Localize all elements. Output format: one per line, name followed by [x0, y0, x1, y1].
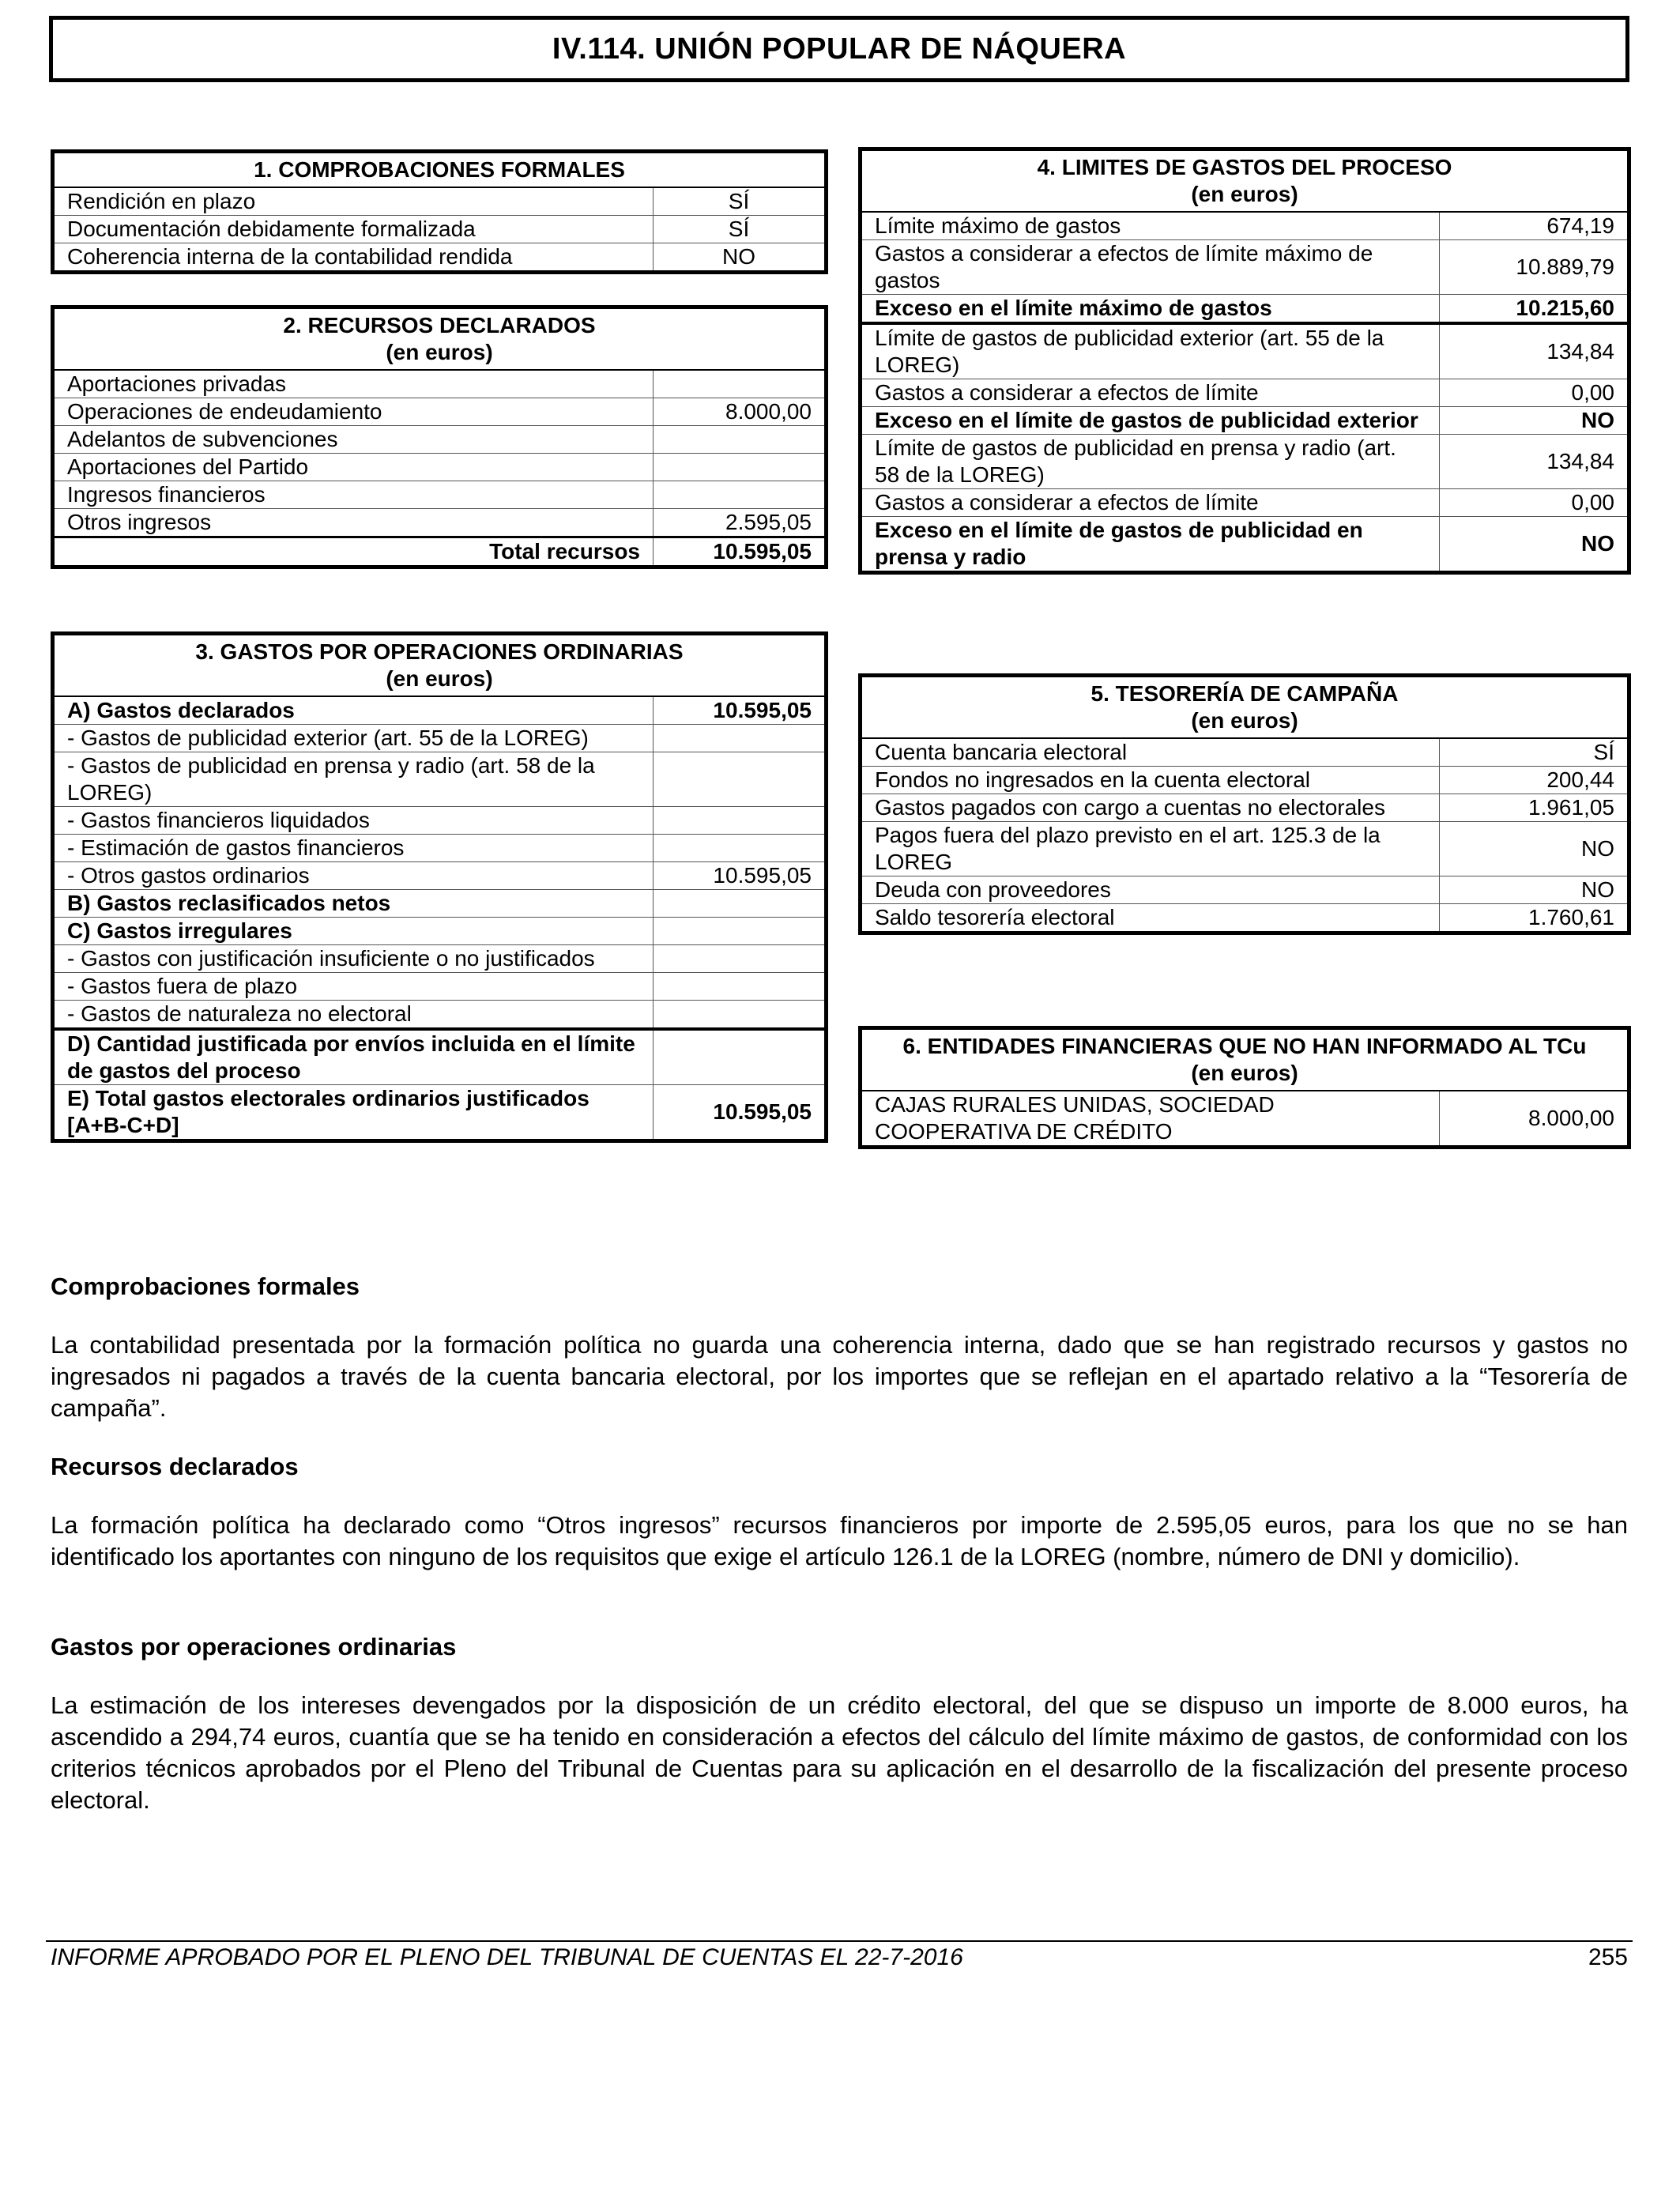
table-row [53, 973, 827, 1001]
section-title: Gastos por operaciones ordinarias [51, 1633, 457, 1661]
row-label: Saldo tesorería electoral [861, 904, 1440, 933]
row-label: - Gastos fuera de plazo [53, 973, 654, 1001]
row-value: 134,84 [1440, 323, 1629, 379]
table-row [861, 407, 1629, 435]
row-label: E) Total gastos electorales ordinarios justificados [A+B-C+D] [53, 1085, 654, 1141]
row-label: - Gastos de naturaleza no electoral [53, 1001, 654, 1030]
total-label: Total recursos [53, 537, 654, 567]
row-value: 8.000,00 [1440, 1091, 1629, 1148]
table-comprobaciones-formales [51, 149, 828, 274]
table-row [861, 379, 1629, 407]
table-row [53, 509, 827, 537]
table-row [53, 918, 827, 945]
row-label: Coherencia interna de la contabilidad rendida [53, 243, 654, 273]
table-row [53, 187, 827, 216]
row-label: Gastos pagados con cargo a cuentas no electorales [861, 794, 1440, 822]
row-label: - Gastos financieros liquidados [53, 807, 654, 835]
row-label: Operaciones de endeudamiento [53, 398, 654, 426]
row-value [654, 918, 827, 945]
row-value: 8.000,00 [654, 398, 827, 426]
row-value [654, 1029, 827, 1085]
table-gastos-ordinarios [51, 631, 828, 1143]
table-row [53, 426, 827, 454]
table-row [53, 1029, 827, 1085]
section-paragraph: La formación política ha declarado como “Otros ingresos” recursos financieros por importe de 2.595,05 euros, para los que no se han identificado los aportantes con ninguno de los requisitos que exige el artículo 126.1 de la LOREG (nombre, número de DNI y domicilio). [51, 1511, 1628, 1570]
row-value: 10.595,05 [654, 862, 827, 890]
table-row [53, 807, 827, 835]
table-row [53, 1001, 827, 1030]
row-label: Rendición en plazo [53, 187, 654, 216]
row-value: NO [1440, 876, 1629, 904]
row-label: Otros ingresos [53, 509, 654, 537]
table-row [861, 822, 1629, 876]
table-row [861, 1091, 1629, 1148]
footer-divider [46, 1940, 1633, 1942]
table-heading-title: 4. LIMITES DE GASTOS DEL PROCESO [1037, 155, 1452, 179]
row-value: 2.595,05 [654, 509, 827, 537]
table-heading-units: (en euros) [386, 340, 493, 364]
section-title: Comprobaciones formales [51, 1272, 360, 1300]
row-label: Límite máximo de gastos [861, 212, 1440, 240]
table-row [53, 398, 827, 426]
row-label: - Estimación de gastos financieros [53, 835, 654, 862]
row-value [654, 426, 827, 454]
row-label: Gastos a considerar a efectos de límite máximo de gastos [861, 240, 1440, 295]
row-label: - Gastos de publicidad exterior (art. 55 de la LOREG) [53, 725, 654, 752]
table-heading [861, 1028, 1629, 1091]
row-label: Ingresos financieros [53, 481, 654, 509]
table-row [53, 1085, 827, 1141]
row-label: Límite de gastos de publicidad exterior (art. 55 de la LOREG) [861, 323, 1440, 379]
row-label: Cuenta bancaria electoral [861, 738, 1440, 767]
row-label: Exceso en el límite de gastos de publicidad en prensa y radio [861, 517, 1440, 573]
row-value [654, 454, 827, 481]
total-value: 10.595,05 [654, 537, 827, 567]
table-row [53, 481, 827, 509]
total-row [53, 537, 827, 567]
row-label: Deuda con proveedores [861, 876, 1440, 904]
row-label: B) Gastos reclasificados netos [53, 890, 654, 918]
table-heading-title: 6. ENTIDADES FINANCIERAS QUE NO HAN INFORMADO AL TCu [902, 1034, 1587, 1058]
row-label: D) Cantidad justificada por envíos incluida en el límite de gastos del proceso [53, 1029, 654, 1085]
table-row [53, 370, 827, 398]
table-row [53, 696, 827, 725]
table-recursos-declarados [51, 305, 828, 569]
table-heading [53, 634, 827, 697]
row-value: 10.595,05 [654, 696, 827, 725]
table-row [53, 725, 827, 752]
row-label: - Gastos con justificación insuficiente o no justificados [53, 945, 654, 973]
row-value: SÍ [654, 216, 827, 243]
table-heading-title: 3. GASTOS POR OPERACIONES ORDINARIAS [195, 639, 684, 664]
row-value: 10.215,60 [1440, 295, 1629, 324]
table-row [861, 794, 1629, 822]
section-recursos-declarados [51, 1451, 1628, 1573]
table-row [53, 216, 827, 243]
row-value: NO [1440, 407, 1629, 435]
row-label: Aportaciones privadas [53, 370, 654, 398]
row-value: NO [1440, 822, 1629, 876]
table-row [861, 212, 1629, 240]
row-label: Gastos a considerar a efectos de límite [861, 489, 1440, 517]
row-label: Fondos no ingresados en la cuenta electoral [861, 767, 1440, 794]
row-value: 1.760,61 [1440, 904, 1629, 933]
row-value [654, 370, 827, 398]
table-row [53, 890, 827, 918]
footer-text: INFORME APROBADO POR EL PLENO DEL TRIBUNAL DE CUENTAS EL 22-7-2016 [51, 1944, 963, 1970]
table-row [861, 323, 1629, 379]
section-gastos-ordinarios [51, 1631, 1628, 1816]
row-label: Exceso en el límite máximo de gastos [861, 295, 1440, 324]
section-title: Recursos declarados [51, 1453, 299, 1480]
page-number: 255 [1588, 1944, 1628, 1970]
table-row [861, 738, 1629, 767]
row-value [654, 1001, 827, 1030]
row-value: SÍ [1440, 738, 1629, 767]
table-row [53, 243, 827, 273]
row-label: Gastos a considerar a efectos de límite [861, 379, 1440, 407]
row-value: 0,00 [1440, 489, 1629, 517]
table-heading [861, 149, 1629, 213]
row-value: NO [654, 243, 827, 273]
table-row [53, 835, 827, 862]
table-row [53, 752, 827, 807]
table-heading-units: (en euros) [1191, 182, 1298, 206]
table-heading-units: (en euros) [1191, 1061, 1298, 1085]
row-value [654, 890, 827, 918]
row-label: CAJAS RURALES UNIDAS, SOCIEDAD COOPERATIVA DE CRÉDITO [861, 1091, 1440, 1148]
table-tesoreria-campana [858, 673, 1631, 935]
table-limites-gastos [858, 147, 1631, 575]
table-row [861, 489, 1629, 517]
row-value: 134,84 [1440, 435, 1629, 489]
row-value: 0,00 [1440, 379, 1629, 407]
table-heading-units: (en euros) [1191, 708, 1298, 733]
row-label: Límite de gastos de publicidad en prensa y radio (art. 58 de la LOREG) [861, 435, 1440, 489]
table-row [861, 876, 1629, 904]
table-row [861, 767, 1629, 794]
section-paragraph: La contabilidad presentada por la formación política no guarda una coherencia interna, dado que se han registrado recursos y gastos no ingresados ni pagados a través de la cuenta bancaria electoral, por los importes que se reflejan en el apartado relativo a la “Tesorería de campaña”. [51, 1331, 1628, 1422]
row-value: 1.961,05 [1440, 794, 1629, 822]
table-heading-units: (en euros) [386, 666, 493, 691]
table-heading-title: 2. RECURSOS DECLARADOS [283, 313, 596, 337]
table-row [861, 517, 1629, 573]
row-label: Documentación debidamente formalizada [53, 216, 654, 243]
row-value: SÍ [654, 187, 827, 216]
row-value [654, 725, 827, 752]
row-value: 10.595,05 [654, 1085, 827, 1141]
row-label: Exceso en el límite de gastos de publicidad exterior [861, 407, 1440, 435]
row-label: A) Gastos declarados [53, 696, 654, 725]
table-heading [861, 676, 1629, 739]
page-title: IV.114. UNIÓN POPULAR DE NÁQUERA [49, 16, 1629, 82]
row-label: - Otros gastos ordinarios [53, 862, 654, 890]
table-row [53, 454, 827, 481]
row-value [654, 807, 827, 835]
table-entidades-financieras [858, 1026, 1631, 1149]
row-label: C) Gastos irregulares [53, 918, 654, 945]
table-row [861, 240, 1629, 295]
row-value [654, 973, 827, 1001]
row-value: 674,19 [1440, 212, 1629, 240]
table-row [53, 945, 827, 973]
row-label: Adelantos de subvenciones [53, 426, 654, 454]
table-row [861, 295, 1629, 324]
table-heading-title: 5. TESORERÍA DE CAMPAÑA [1090, 681, 1399, 706]
row-value [654, 835, 827, 862]
table-row [861, 904, 1629, 933]
row-value: 10.889,79 [1440, 240, 1629, 295]
table-heading: 1. COMPROBACIONES FORMALES [53, 152, 827, 188]
row-label: - Gastos de publicidad en prensa y radio (art. 58 de la LOREG) [53, 752, 654, 807]
row-value [654, 481, 827, 509]
table-row [53, 862, 827, 890]
row-label: Pagos fuera del plazo previsto en el art. 125.3 de la LOREG [861, 822, 1440, 876]
row-value: 200,44 [1440, 767, 1629, 794]
row-value [654, 945, 827, 973]
table-heading [53, 307, 827, 371]
row-label: Aportaciones del Partido [53, 454, 654, 481]
row-value [654, 752, 827, 807]
section-comprobaciones-formales [51, 1271, 1628, 1424]
row-value: NO [1440, 517, 1629, 573]
table-row [861, 435, 1629, 489]
section-paragraph: La estimación de los intereses devengados por la disposición de un crédito electoral, del que se dispuso un importe de 8.000 euros, ha ascendido a 294,74 euros, cuantía que se ha tenido en consideración a efectos del cálculo del límite máximo de gastos, de conformidad con los criterios técnicos aprobados por el Pleno del Tribunal de Cuentas para su aplicación en el desarrollo de la fiscalización del presente proceso electoral. [51, 1691, 1628, 1814]
